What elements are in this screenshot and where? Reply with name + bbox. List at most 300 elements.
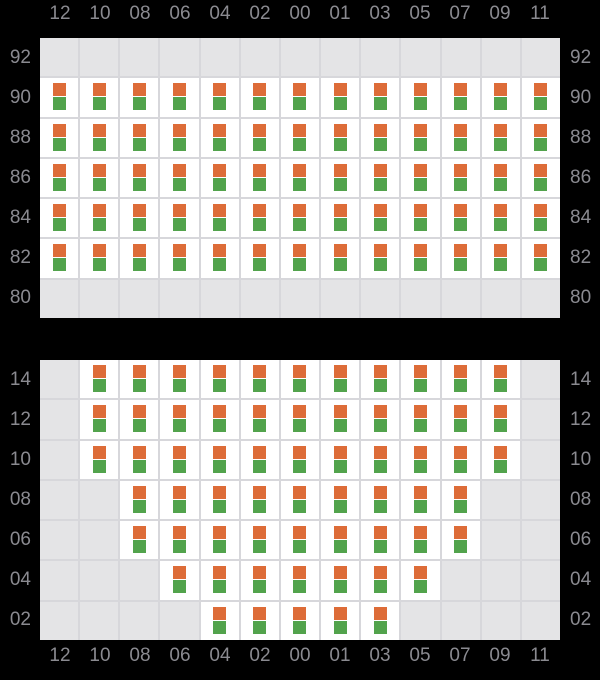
- grid-cell-filled: [80, 199, 118, 237]
- orange-marker: [534, 244, 547, 257]
- top-panel-grid: [40, 38, 560, 318]
- grid-cell-filled: [160, 119, 198, 157]
- green-marker: [374, 379, 387, 392]
- orange-marker: [494, 446, 507, 459]
- orange-marker: [213, 124, 226, 137]
- top-panel-left-labels: [0, 38, 31, 318]
- orange-marker: [253, 124, 266, 137]
- orange-marker: [334, 164, 347, 177]
- green-marker: [534, 178, 547, 191]
- grid-cell-filled: [522, 239, 560, 277]
- grid-cell-filled: [361, 561, 399, 599]
- grid-cell-filled: [201, 521, 239, 559]
- grid-cell-filled: [321, 521, 359, 559]
- grid-cell-empty: [401, 38, 439, 76]
- orange-marker: [173, 405, 186, 418]
- green-marker: [374, 218, 387, 231]
- green-marker: [53, 178, 66, 191]
- grid-cell-filled: [120, 239, 158, 277]
- green-marker: [414, 97, 427, 110]
- grid-cell-filled: [80, 119, 118, 157]
- grid-cell-filled: [442, 199, 480, 237]
- green-marker: [334, 97, 347, 110]
- green-marker: [133, 379, 146, 392]
- green-marker: [534, 138, 547, 151]
- grid-cell-empty: [482, 280, 520, 318]
- orange-marker: [93, 365, 106, 378]
- grid-cell-empty: [40, 400, 78, 438]
- green-marker: [253, 138, 266, 151]
- green-marker: [454, 540, 467, 553]
- green-marker: [293, 460, 306, 473]
- grid-cell-filled: [160, 521, 198, 559]
- grid-cell-filled: [401, 239, 439, 277]
- green-marker: [374, 460, 387, 473]
- green-marker: [253, 621, 266, 634]
- grid-cell-filled: [160, 199, 198, 237]
- green-marker: [374, 500, 387, 513]
- orange-marker: [173, 365, 186, 378]
- green-marker: [414, 580, 427, 593]
- grid-cell-empty: [482, 561, 520, 599]
- grid-cell-filled: [361, 199, 399, 237]
- green-marker: [173, 379, 186, 392]
- grid-cell-empty: [80, 602, 118, 640]
- orange-marker: [334, 365, 347, 378]
- orange-marker: [374, 124, 387, 137]
- green-marker: [494, 258, 507, 271]
- orange-marker: [173, 446, 186, 459]
- green-marker: [414, 540, 427, 553]
- orange-marker: [494, 204, 507, 217]
- grid-cell-filled: [281, 159, 319, 197]
- green-marker: [293, 379, 306, 392]
- grid-cell-empty: [522, 38, 560, 76]
- grid-cell-empty: [522, 441, 560, 479]
- row-label: 12: [9, 409, 31, 430]
- grid-cell-filled: [281, 481, 319, 519]
- grid-cell-filled: [321, 360, 359, 398]
- green-marker: [53, 97, 66, 110]
- orange-marker: [133, 486, 146, 499]
- grid-cell-empty: [40, 280, 78, 318]
- green-marker: [293, 178, 306, 191]
- green-marker: [293, 97, 306, 110]
- row-label: 88: [570, 127, 592, 148]
- grid-cell-empty: [522, 280, 560, 318]
- green-marker: [414, 460, 427, 473]
- axis-tick-label: 04: [209, 645, 231, 666]
- orange-marker: [213, 607, 226, 620]
- orange-marker: [93, 405, 106, 418]
- orange-marker: [334, 526, 347, 539]
- grid-cell-filled: [401, 199, 439, 237]
- green-marker: [253, 258, 266, 271]
- green-marker: [253, 500, 266, 513]
- grid-cell-empty: [40, 441, 78, 479]
- green-marker: [213, 218, 226, 231]
- grid-cell-filled: [401, 521, 439, 559]
- green-marker: [293, 621, 306, 634]
- green-marker: [414, 419, 427, 432]
- green-marker: [534, 218, 547, 231]
- grid-cell-filled: [482, 199, 520, 237]
- axis-tick-label: 10: [89, 645, 111, 666]
- orange-marker: [133, 164, 146, 177]
- row-label: 04: [570, 569, 592, 590]
- green-marker: [414, 500, 427, 513]
- axis-tick-label: 09: [489, 645, 511, 666]
- orange-marker: [213, 526, 226, 539]
- orange-marker: [133, 204, 146, 217]
- orange-marker: [293, 83, 306, 96]
- grid-cell-filled: [401, 481, 439, 519]
- grid-cell-filled: [361, 602, 399, 640]
- green-marker: [494, 379, 507, 392]
- grid-cell-filled: [120, 159, 158, 197]
- green-marker: [454, 460, 467, 473]
- green-marker: [133, 419, 146, 432]
- green-marker: [534, 258, 547, 271]
- orange-marker: [293, 486, 306, 499]
- grid-cell-filled: [120, 481, 158, 519]
- grid-cell-filled: [241, 521, 279, 559]
- grid-cell-empty: [160, 602, 198, 640]
- orange-marker: [133, 124, 146, 137]
- grid-cell-empty: [160, 38, 198, 76]
- grid-cell-empty: [201, 38, 239, 76]
- grid-cell-filled: [120, 521, 158, 559]
- grid-cell-empty: [80, 521, 118, 559]
- green-marker: [374, 621, 387, 634]
- green-marker: [213, 580, 226, 593]
- grid-cell-filled: [401, 78, 439, 116]
- axis-tick-label: 08: [129, 3, 151, 24]
- orange-marker: [53, 244, 66, 257]
- green-marker: [213, 138, 226, 151]
- orange-marker: [534, 164, 547, 177]
- grid-cell-empty: [120, 38, 158, 76]
- orange-marker: [213, 244, 226, 257]
- orange-marker: [173, 526, 186, 539]
- grid-cell-filled: [401, 441, 439, 479]
- axis-tick-label: 04: [209, 3, 231, 24]
- grid-cell-empty: [522, 561, 560, 599]
- grid-cell-filled: [281, 561, 319, 599]
- green-marker: [173, 97, 186, 110]
- grid-cell-empty: [40, 561, 78, 599]
- axis-tick-label: 05: [409, 645, 431, 666]
- grid-cell-filled: [482, 400, 520, 438]
- orange-marker: [293, 365, 306, 378]
- grid-cell-filled: [281, 360, 319, 398]
- orange-marker: [173, 124, 186, 137]
- grid-cell-filled: [401, 119, 439, 157]
- green-marker: [133, 540, 146, 553]
- green-marker: [494, 97, 507, 110]
- green-marker: [454, 258, 467, 271]
- orange-marker: [494, 124, 507, 137]
- orange-marker: [213, 405, 226, 418]
- orange-marker: [414, 486, 427, 499]
- orange-marker: [173, 244, 186, 257]
- orange-marker: [374, 365, 387, 378]
- grid-cell-filled: [281, 78, 319, 116]
- grid-cell-filled: [442, 159, 480, 197]
- grid-cell-empty: [522, 481, 560, 519]
- green-marker: [374, 138, 387, 151]
- orange-marker: [454, 486, 467, 499]
- grid-cell-filled: [281, 400, 319, 438]
- orange-marker: [494, 405, 507, 418]
- green-marker: [374, 178, 387, 191]
- grid-cell-filled: [442, 441, 480, 479]
- grid-cell-filled: [281, 199, 319, 237]
- orange-marker: [334, 607, 347, 620]
- grid-cell-filled: [442, 481, 480, 519]
- green-marker: [494, 138, 507, 151]
- orange-marker: [293, 566, 306, 579]
- green-marker: [213, 460, 226, 473]
- green-marker: [293, 500, 306, 513]
- grid-cell-filled: [241, 199, 279, 237]
- orange-marker: [93, 164, 106, 177]
- grid-cell-filled: [482, 78, 520, 116]
- green-marker: [414, 379, 427, 392]
- grid-cell-filled: [321, 199, 359, 237]
- orange-marker: [374, 204, 387, 217]
- grid-cell-filled: [241, 481, 279, 519]
- grid-cell-empty: [80, 481, 118, 519]
- green-marker: [133, 500, 146, 513]
- grid-cell-empty: [482, 602, 520, 640]
- orange-marker: [253, 405, 266, 418]
- green-marker: [454, 218, 467, 231]
- grid-cell-filled: [201, 119, 239, 157]
- grid-cell-filled: [201, 199, 239, 237]
- orange-marker: [414, 365, 427, 378]
- orange-marker: [173, 83, 186, 96]
- row-label: 92: [9, 47, 31, 68]
- grid-cell-empty: [241, 38, 279, 76]
- green-marker: [173, 540, 186, 553]
- orange-marker: [93, 446, 106, 459]
- grid-cell-filled: [160, 239, 198, 277]
- green-marker: [414, 218, 427, 231]
- green-marker: [213, 500, 226, 513]
- grid-cell-filled: [281, 441, 319, 479]
- grid-cell-empty: [321, 38, 359, 76]
- orange-marker: [133, 405, 146, 418]
- axis-tick-label: 07: [449, 3, 471, 24]
- axis-tick-label: 10: [89, 3, 111, 24]
- orange-marker: [414, 566, 427, 579]
- orange-marker: [53, 83, 66, 96]
- axis-tick-label: 01: [329, 3, 351, 24]
- green-marker: [173, 500, 186, 513]
- grid-cell-empty: [522, 400, 560, 438]
- grid-cell-filled: [361, 159, 399, 197]
- grid-cell-empty: [522, 521, 560, 559]
- orange-marker: [414, 83, 427, 96]
- axis-tick-label: 09: [489, 3, 511, 24]
- grid-cell-empty: [442, 38, 480, 76]
- orange-marker: [454, 405, 467, 418]
- green-marker: [173, 419, 186, 432]
- grid-cell-filled: [321, 78, 359, 116]
- grid-cell-filled: [321, 561, 359, 599]
- orange-marker: [173, 486, 186, 499]
- grid-cell-filled: [40, 119, 78, 157]
- orange-marker: [494, 164, 507, 177]
- row-label: 88: [9, 127, 31, 148]
- grid-cell-filled: [321, 159, 359, 197]
- grid-cell-empty: [482, 481, 520, 519]
- grid-cell-empty: [442, 280, 480, 318]
- orange-marker: [93, 204, 106, 217]
- orange-marker: [133, 526, 146, 539]
- row-label: 84: [570, 207, 592, 228]
- grid-cell-filled: [160, 400, 198, 438]
- grid-cell-filled: [401, 561, 439, 599]
- grid-cell-filled: [80, 400, 118, 438]
- orange-marker: [253, 607, 266, 620]
- orange-marker: [414, 526, 427, 539]
- green-marker: [93, 97, 106, 110]
- orange-marker: [374, 83, 387, 96]
- orange-marker: [293, 164, 306, 177]
- grid-cell-filled: [361, 239, 399, 277]
- green-marker: [253, 218, 266, 231]
- grid-cell-filled: [120, 78, 158, 116]
- grid-cell-filled: [522, 159, 560, 197]
- grid-cell-filled: [482, 441, 520, 479]
- orange-marker: [53, 204, 66, 217]
- green-marker: [53, 138, 66, 151]
- grid-cell-filled: [321, 441, 359, 479]
- green-marker: [213, 258, 226, 271]
- green-marker: [374, 258, 387, 271]
- green-marker: [133, 138, 146, 151]
- bottom-panel-left-labels: [0, 360, 31, 640]
- green-marker: [253, 460, 266, 473]
- orange-marker: [213, 566, 226, 579]
- grid-cell-empty: [442, 561, 480, 599]
- grid-cell-filled: [361, 400, 399, 438]
- green-marker: [173, 460, 186, 473]
- grid-cell-filled: [361, 119, 399, 157]
- orange-marker: [213, 486, 226, 499]
- orange-marker: [253, 204, 266, 217]
- green-marker: [414, 258, 427, 271]
- axis-tick-label: 05: [409, 3, 431, 24]
- green-marker: [253, 178, 266, 191]
- orange-marker: [454, 526, 467, 539]
- orange-marker: [253, 244, 266, 257]
- grid-cell-empty: [442, 602, 480, 640]
- row-label: 04: [9, 569, 31, 590]
- axis-tick-label: 03: [369, 3, 391, 24]
- orange-marker: [334, 446, 347, 459]
- orange-marker: [253, 365, 266, 378]
- green-marker: [93, 258, 106, 271]
- orange-marker: [334, 405, 347, 418]
- top-axis-labels: [40, 0, 560, 28]
- green-marker: [253, 580, 266, 593]
- orange-marker: [414, 244, 427, 257]
- grid-cell-filled: [321, 602, 359, 640]
- grid-cell-filled: [80, 78, 118, 116]
- row-label: 90: [570, 87, 592, 108]
- grid-cell-filled: [281, 521, 319, 559]
- orange-marker: [293, 204, 306, 217]
- green-marker: [213, 540, 226, 553]
- grid-cell-empty: [120, 602, 158, 640]
- green-marker: [93, 178, 106, 191]
- green-marker: [213, 621, 226, 634]
- green-marker: [414, 178, 427, 191]
- orange-marker: [213, 164, 226, 177]
- orange-marker: [334, 566, 347, 579]
- orange-marker: [173, 204, 186, 217]
- grid-cell-empty: [40, 602, 78, 640]
- green-marker: [534, 97, 547, 110]
- green-marker: [93, 419, 106, 432]
- green-marker: [334, 178, 347, 191]
- grid-cell-filled: [80, 441, 118, 479]
- grid-cell-filled: [160, 360, 198, 398]
- top-panel-right-labels: [570, 38, 600, 318]
- orange-marker: [293, 244, 306, 257]
- green-marker: [253, 419, 266, 432]
- grid-cell-filled: [321, 239, 359, 277]
- green-marker: [173, 580, 186, 593]
- row-label: 84: [9, 207, 31, 228]
- orange-marker: [414, 405, 427, 418]
- orange-marker: [374, 405, 387, 418]
- row-label: 86: [9, 167, 31, 188]
- green-marker: [173, 218, 186, 231]
- grid-cell-filled: [40, 239, 78, 277]
- orange-marker: [334, 124, 347, 137]
- green-marker: [494, 419, 507, 432]
- orange-marker: [534, 204, 547, 217]
- row-label: 14: [9, 369, 31, 390]
- grid-cell-filled: [401, 360, 439, 398]
- grid-cell-filled: [120, 199, 158, 237]
- grid-cell-filled: [241, 400, 279, 438]
- green-marker: [374, 580, 387, 593]
- grid-cell-empty: [281, 38, 319, 76]
- axis-tick-label: 12: [49, 3, 71, 24]
- axis-tick-label: 07: [449, 645, 471, 666]
- grid-cell-filled: [522, 78, 560, 116]
- grid-cell-empty: [40, 481, 78, 519]
- grid-cell-empty: [401, 280, 439, 318]
- green-marker: [133, 460, 146, 473]
- grid-cell-filled: [361, 78, 399, 116]
- grid-cell-filled: [160, 441, 198, 479]
- axis-tick-label: 06: [169, 3, 191, 24]
- orange-marker: [334, 204, 347, 217]
- grid-cell-filled: [482, 360, 520, 398]
- grid-cell-filled: [241, 602, 279, 640]
- grid-cell-filled: [160, 78, 198, 116]
- row-label: 10: [9, 449, 31, 470]
- axis-tick-label: 03: [369, 645, 391, 666]
- orange-marker: [293, 607, 306, 620]
- green-marker: [454, 419, 467, 432]
